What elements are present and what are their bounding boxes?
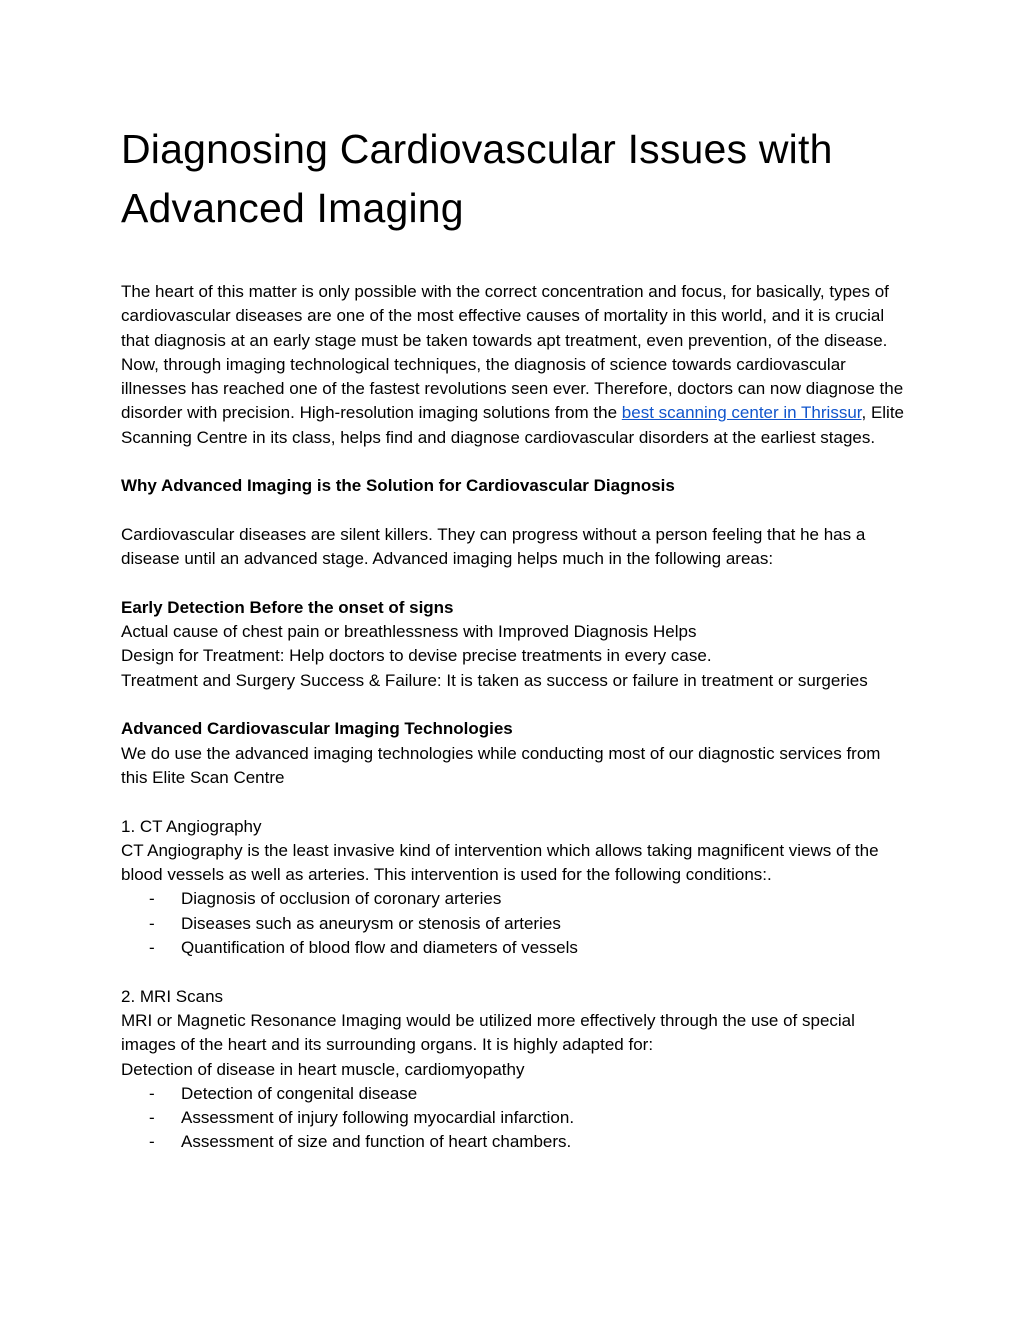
early-detection-heading: Early Detection Before the onset of signs bbox=[121, 597, 454, 617]
why-paragraph: Cardiovascular diseases are silent killers. They can progress without a person feeling that he has a disease until an advanced stage. Advanced imaging helps much in the following areas: bbox=[121, 524, 866, 569]
list-dash: - bbox=[149, 889, 155, 909]
early-line: Treatment and Surgery Success & Failure: It is taken as success or failure in treatment or surgeries bbox=[121, 670, 868, 690]
mri-heading: 2. MRI Scans bbox=[121, 986, 224, 1006]
list-item: - Quantification of blood flow and diameters of vessels bbox=[121, 936, 911, 960]
technologies-heading: Advanced Cardiovascular Imaging Technologies bbox=[121, 719, 513, 739]
list-dash: - bbox=[149, 1132, 155, 1152]
mri-paragraph: MRI or Magnetic Resonance Imaging would be utilized more effectively through the use of special images of the heart and its surrounding organs. It is highly adapted for: bbox=[121, 1010, 855, 1055]
early-line: Design for Treatment: Help doctors to devise precise treatments in every case. bbox=[121, 646, 712, 666]
ct-angiography-heading: 1. CT Angiography bbox=[121, 816, 262, 836]
list-item: - Assessment of injury following myocardial infarction. bbox=[121, 1106, 911, 1130]
why-heading: Why Advanced Imaging is the Solution for Cardiovascular Diagnosis bbox=[121, 476, 675, 496]
list-dash: - bbox=[149, 913, 155, 933]
scanning-center-link[interactable]: best scanning center in Thrissur bbox=[621, 403, 862, 423]
intro-text-after-link: , Elite Scanning Centre in its class, helps find and diagnose cardiovascular disorders at the earliest stages. bbox=[121, 403, 905, 447]
intro-text-before-link: The heart of this matter is only possible with the correct concentration and focus, for basically, types of cardiovascular diseases are one of the most effective causes of mortality in this world, and it is crucial that diagnosis at an early stage must be taken towards apt treatment, even prevention, of the disease. Now, through imaging technological techniques, the diagnosis of science towards cardiovascular illnesses has reached one of the fastest revolutions seen ever. Therefore, doctors can now diagnose the disorder with precision. High-resolution imaging solutions from the bbox=[121, 282, 904, 423]
early-line: Actual cause of chest pain or breathlessness with Improved Diagnosis Helps bbox=[121, 622, 697, 642]
mri-first-line: Detection of disease in heart muscle, cardiomyopathy bbox=[121, 1059, 525, 1079]
list-item: - Assessment of size and function of heart chambers. bbox=[121, 1130, 911, 1154]
document-title: Diagnosing Cardiovascular Issues with Advanced Imaging bbox=[121, 126, 833, 231]
intro-paragraph bbox=[121, 280, 911, 450]
ct-angiography-list bbox=[121, 887, 911, 960]
list-dash: - bbox=[149, 1108, 155, 1128]
mri-list bbox=[121, 1082, 911, 1155]
technologies-paragraph: We do use the advanced imaging technologies while conducting most of our diagnostic services from this Elite Scan Centre bbox=[121, 743, 881, 787]
list-item: - Diseases such as aneurysm or stenosis of arteries bbox=[121, 912, 911, 936]
list-dash: - bbox=[149, 1083, 155, 1103]
list-item: - Detection of congenital disease bbox=[121, 1082, 911, 1106]
list-dash: - bbox=[149, 938, 155, 958]
document-page bbox=[121, 120, 911, 1155]
ct-angiography-paragraph: CT Angiography is the least invasive kind of intervention which allows taking magnificent views of the blood vessels as well as arteries. This intervention is used for the following conditions:. bbox=[121, 840, 879, 885]
list-item: - Diagnosis of occlusion of coronary arteries bbox=[121, 887, 911, 911]
